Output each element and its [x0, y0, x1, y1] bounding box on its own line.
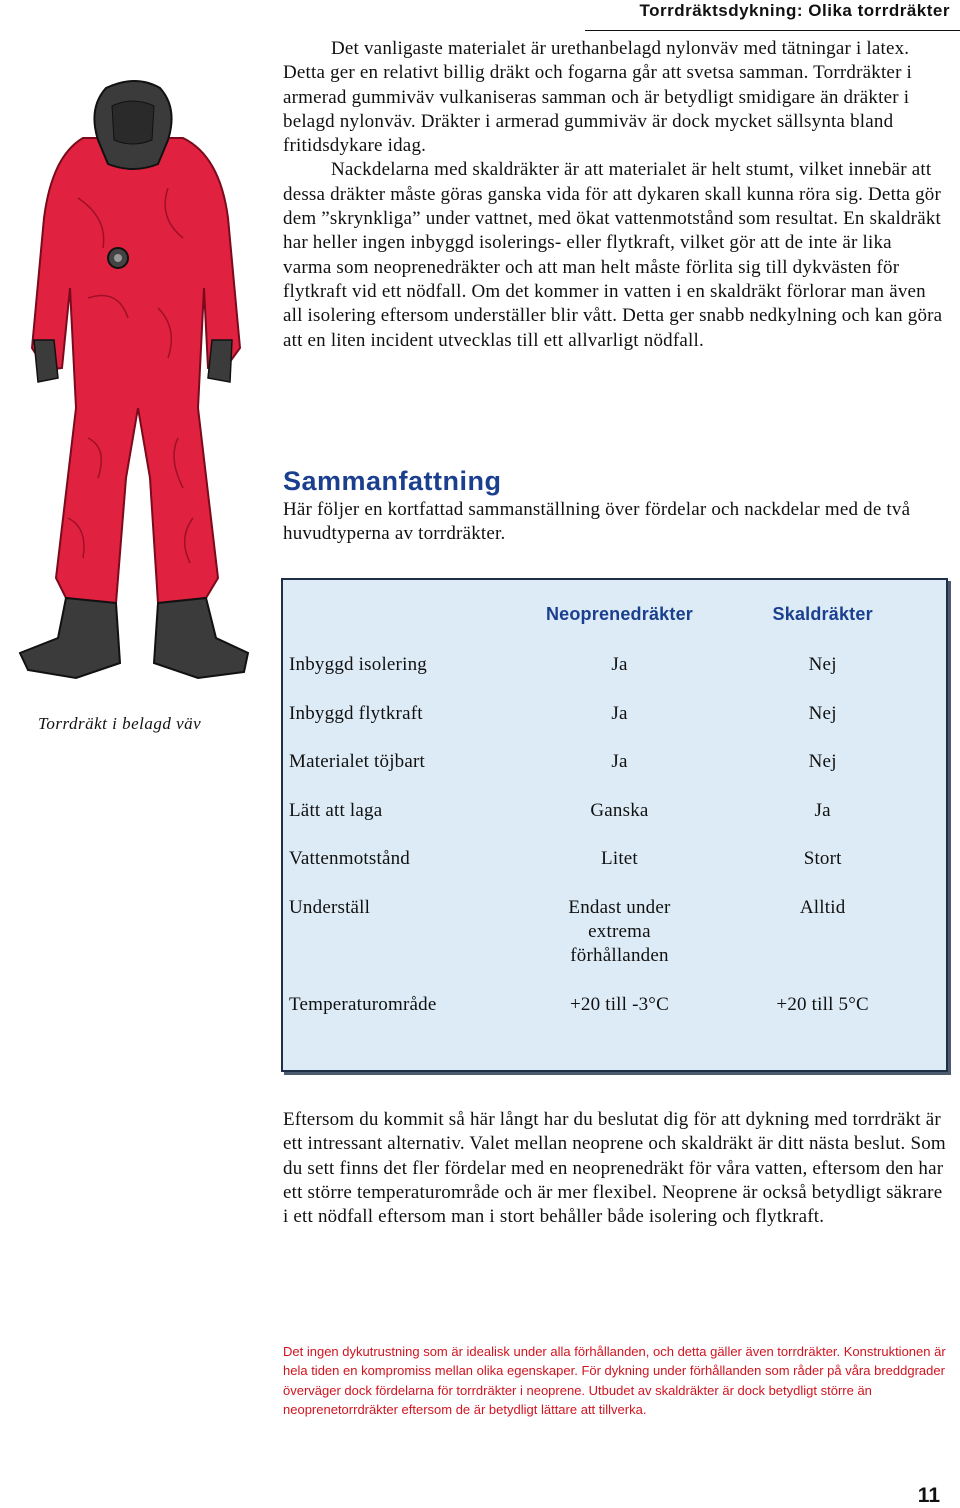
- table-row: [289, 993, 946, 1042]
- footnote-text: Det ingen dykutrustning som är idealisk under alla förhållanden, och detta gäller även torrdräkter. Konstruktionen är hela tiden en kompromiss mellan olika egenskaper. För dykning under förhållanden som råder på våra breddgrader överväger dock fördelarna för torrdräkter i neoprene. Utbudet av skaldräkter är dock betydligt större än neoprenetorrdräkter eftersom de är betydligt lättare att tillverka.: [283, 1344, 946, 1418]
- table-cell: Endast under extrema förhållanden: [568, 896, 671, 967]
- table-cell: +20 till 5°C: [776, 993, 869, 1015]
- table-cell: Ja: [611, 702, 628, 724]
- table-cell: Ja: [611, 654, 628, 675]
- table-cell: Ja: [611, 751, 628, 772]
- dry-suit-illustration: [8, 78, 258, 698]
- table-row: [289, 653, 946, 702]
- conclusion-paragraph: Eftersom du kommit så här långt har du beslutat dig för att dykning med torrdräkt är ett intressant alternativ. Valet mellan neoprene och skaldräkt är ditt nästa beslut. Som du sett finns det fler fördelar med en neoprenedräkt för våra vatten, eftersom den har ett större temperaturområde och är mer flexibel. Neoprene är också betydligt säkrare i ett nödfall eftersom man i stort behåller både isolering och flytkraft.: [283, 1109, 946, 1228]
- table-cell: Alltid: [799, 896, 846, 918]
- comparison-table: [289, 604, 946, 1041]
- table-row: [289, 896, 946, 993]
- intro-paragraph-2: Nackdelarna med skaldräkter är att materialet är helt stumt, vilket innebär att dessa dräkter måste göras ganska vida för att dykaren skall kunna röra sig. Detta gör dem ”skrynkliga” under vattnet, med ökat vattenmotstånd som resultat. En skaldräkt har heller ingen inbyggd isolerings- eller flytkraft, vilket gör att de inte är lika varma som neoprenedräkter och att man helt måste förlita sig till dykvästen för flytkraft vid ett nödfall. Om det kommer in vatten i en skaldräkt förlorar man även all isolering eftersom underställer blir vått. Detta ger snabb nedkylning och kan göra att en liten incident utvecklas till ett allvarligt nödfall.: [283, 159, 943, 351]
- table-cell: Inbyggd flytkraft: [289, 702, 423, 724]
- table-header-cell: [289, 604, 540, 653]
- table-row: [289, 702, 946, 751]
- table-header-cell: Neoprenedräkter: [545, 604, 693, 624]
- table-cell: Nej: [808, 702, 837, 724]
- table-row: [289, 750, 946, 799]
- table-cell: Ja: [814, 799, 831, 821]
- summary-intro: Här följer en kortfattad sammanställning över fördelar och nackdelar med de två huvudtyperna av torrdräkter.: [283, 499, 911, 545]
- section-heading: Sammanfattning: [283, 466, 502, 496]
- table-cell: +20 till -3°C: [569, 993, 669, 1015]
- table-cell: Underställ: [289, 896, 371, 918]
- table-header-cell: Skaldräkter: [772, 604, 873, 624]
- running-header: Torrdräktsdykning: Olika torrdräkter: [639, 1, 950, 20]
- table-cell: Temperaturområde: [289, 993, 437, 1015]
- suit-boots: [20, 598, 120, 678]
- table-cell: Nej: [808, 751, 837, 772]
- page-number: 11: [917, 1484, 940, 1507]
- table-row: [289, 847, 946, 896]
- table-cell: Stort: [803, 848, 842, 869]
- table-cell: Litet: [601, 848, 638, 869]
- intro-text: [283, 37, 943, 353]
- table-cell: Inbyggd isolering: [289, 654, 427, 675]
- comparison-box: [281, 578, 948, 1072]
- figure-caption: Torrdräkt i belagd väv: [38, 714, 202, 733]
- table-row: [289, 799, 946, 848]
- table-cell: Nej: [808, 654, 837, 675]
- table-cell: Materialet töjbart: [289, 751, 426, 772]
- intro-paragraph-1: Det vanligaste materialet är urethanbelagd nylonväv med tätningar i latex. Detta ger en relativt billig dräkt och fogarna går att svetsa samman. Torrdräkter i armerad gummiväv vulkaniseras samman och är betydligt smidigare än dräkter i belagd nylonväv. Dräkter i armerad gummiväv är dock mycket sällsynta bland fritidsdykare idag.: [283, 38, 913, 157]
- table-header-row: [289, 604, 946, 653]
- table-cell: Vattenmotstånd: [289, 848, 411, 869]
- header-rule: [585, 30, 960, 31]
- table-cell: Ganska: [590, 799, 649, 821]
- table-cell: Lätt att laga: [289, 799, 383, 821]
